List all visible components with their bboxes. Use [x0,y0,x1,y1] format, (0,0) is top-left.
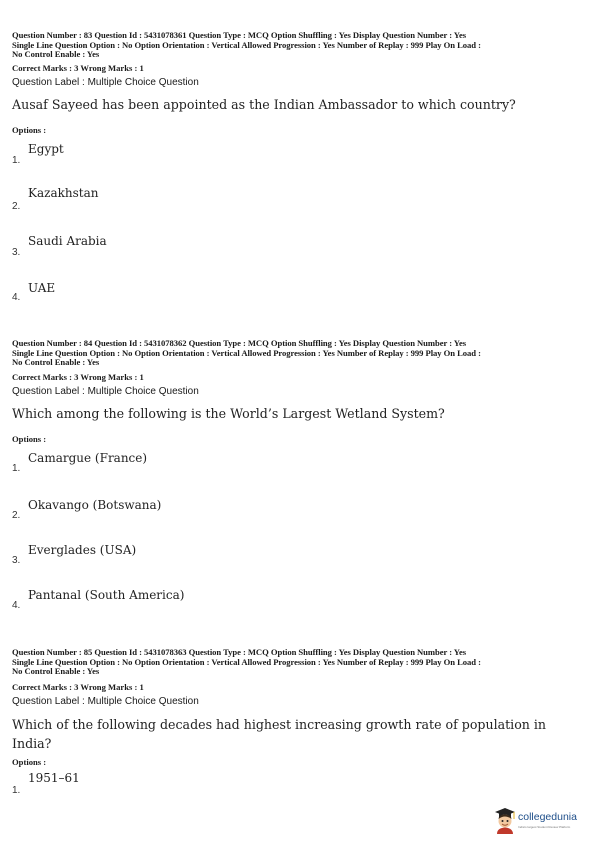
question-text: Ausaf Sayeed has been appointed as the Indian Ambassador to which country? [12,97,516,112]
options-label: Options : [12,125,47,135]
option-text: Camargue (France) [28,451,148,465]
meta-line: Question Number : 83 Question Id : 5431078361 Question Type : MCQ Option Shuffling : Yes Display Question Number : Yes [12,30,467,40]
option-number: 2. [12,510,21,521]
option-number: 1. [12,155,21,166]
option-number: 1. [12,785,21,796]
question-text: Which among the following is the World’s Largest Wetland System? [12,406,445,421]
option-text: Kazakhstan [28,186,99,200]
meta-line: Single Line Question Option : No Option Orientation : Vertical Allowed Progression : Yes Number of Replay : 999 Play On Load : [12,656,481,667]
option-number: 2. [12,201,21,212]
option-text: UAE [28,281,56,295]
logo-wordmark: collegedunia [518,811,577,823]
option-text: 1951–61 [28,771,80,785]
marks-info: Correct Marks : 3 Wrong Marks : 1 [12,63,144,73]
question-label: Question Label : Multiple Choice Question [12,386,199,397]
option-text: Saudi Arabia [28,234,107,248]
option-number: 4. [12,292,21,303]
meta-line: No Control Enable : Yes [12,49,100,60]
question-meta [12,339,587,368]
question-label: Question Label : Multiple Choice Question [12,696,199,707]
question-label: Question Label : Multiple Choice Question [12,77,199,88]
marks-info: Correct Marks : 3 Wrong Marks : 1 [12,682,144,692]
meta-line: Question Number : 84 Question Id : 5431078362 Question Type : MCQ Option Shuffling : Yes Display Question Number : Yes [12,338,467,348]
marks-info: Correct Marks : 3 Wrong Marks : 1 [12,372,144,382]
question-meta [12,31,587,60]
options-label: Options : [12,434,47,444]
option-number: 3. [12,555,21,566]
meta-line: No Control Enable : Yes [12,666,100,677]
option-text: Egypt [28,142,64,156]
option-number: 1. [12,463,21,474]
graduate-mascot-icon [494,806,516,834]
question-text: Which of the following decades had highest increasing growth rate of population in India? [12,717,547,751]
meta-line: Question Number : 85 Question Id : 5431078363 Question Type : MCQ Option Shuffling : Yes Display Question Number : Yes [12,647,467,657]
options-label: Options : [12,757,47,767]
meta-line: No Control Enable : Yes [12,357,100,368]
collegedunia-logo [494,805,592,835]
option-number: 3. [12,247,21,258]
question-meta [12,648,587,677]
meta-line: Single Line Question Option : No Option Orientation : Vertical Allowed Progression : Yes Number of Replay : 999 Play On Load : [12,347,481,358]
option-text: Okavango (Botswana) [28,498,162,512]
logo-tagline: India's largest Student Review Platform [518,825,571,829]
option-number: 4. [12,600,21,611]
option-text: Pantanal (South America) [28,588,185,602]
option-text: Everglades (USA) [28,543,137,557]
meta-line: Single Line Question Option : No Option Orientation : Vertical Allowed Progression : Yes Number of Replay : 999 Play On Load : [12,39,481,50]
